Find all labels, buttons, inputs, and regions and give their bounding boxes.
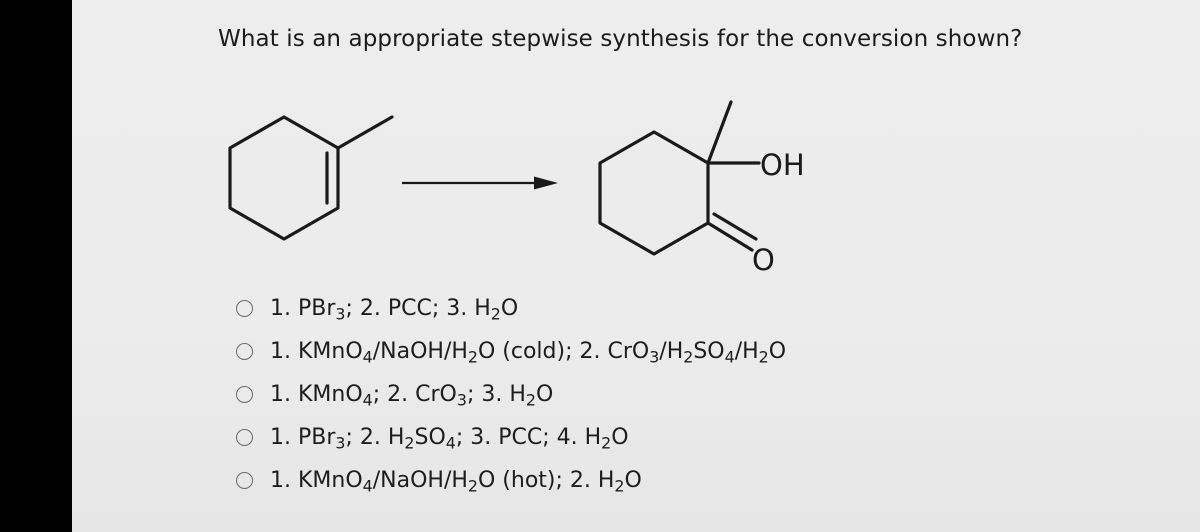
option-5[interactable] (236, 459, 786, 502)
product-structure (600, 102, 759, 254)
option-3-label: 1. KMnO$_4$; 2. CrO$_3$; 3. $H_2O$ (270, 382, 554, 410)
option-4-label: 1. PBr$_3$; 2. $H_2SO_4$; 3. PCC; 4. $H_2O$ (270, 425, 629, 453)
option-5-label: 1. $KMnO_4/NaOH/H_2O$ (hot); 2. $H_2O$ (270, 468, 642, 496)
starting-material-structure (230, 117, 392, 239)
reaction-arrow (402, 177, 558, 190)
option-3[interactable] (236, 373, 786, 416)
question-text: What is an appropriate stepwise synthesis for the conversion shown? (218, 26, 1023, 52)
option-1-label: 1. PBr$_3$; 2. PCC; 3. $H_2O$ (270, 296, 519, 324)
option-5-radio[interactable] (236, 472, 253, 489)
answer-options (236, 287, 786, 502)
product-carbonyl-label: O (752, 243, 775, 277)
option-3-radio[interactable] (236, 386, 253, 403)
option-2-radio[interactable] (236, 343, 253, 360)
option-4-radio[interactable] (236, 429, 253, 446)
option-1-radio[interactable] (236, 300, 253, 317)
option-2[interactable] (236, 330, 786, 373)
option-4[interactable] (236, 416, 786, 459)
product-oh-label: OH (760, 148, 805, 182)
option-1[interactable] (236, 287, 786, 330)
option-2-label: 1. $KMnO_4/NaOH/H_2O$ (cold); 2. $CrO_3/H_2SO_4/H_2O$ (270, 339, 787, 367)
